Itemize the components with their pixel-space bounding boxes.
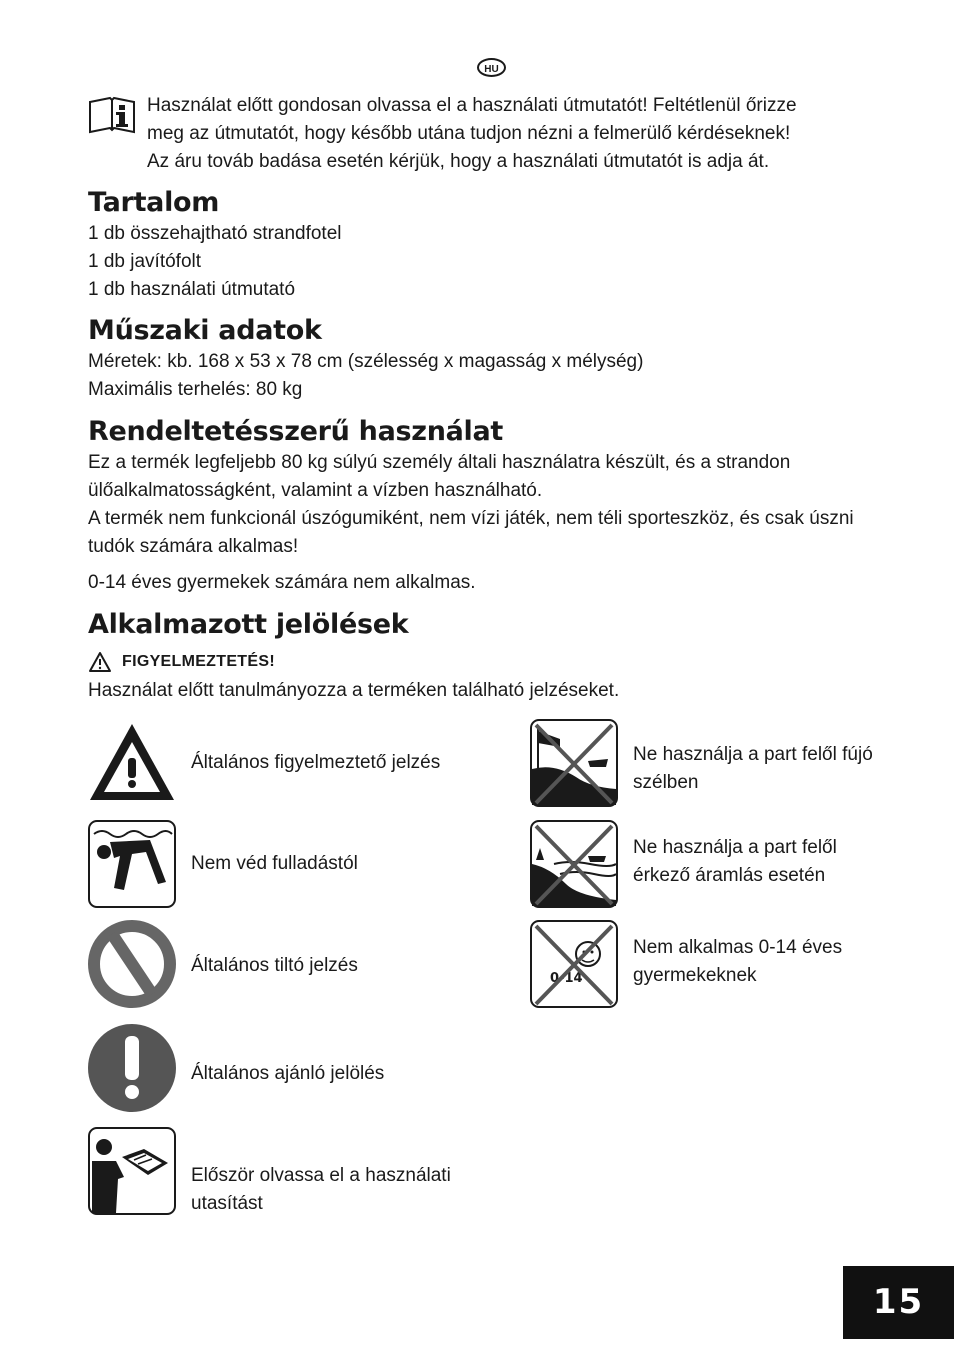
warning-label: FIGYELMEZTETÉS!	[122, 653, 275, 670]
contents-heading: Tartalom	[88, 187, 220, 218]
list-item: 1 db használati útmutató	[88, 279, 296, 300]
warning-text-line: Használat előtt tanulmányozza a terméken található jelzéseket.	[88, 680, 620, 701]
symbol-label: Általános ajánló jelölés	[191, 1063, 385, 1084]
symbol-label: Általános figyelmeztető jelzés	[191, 752, 441, 773]
no-drowning-protection-icon	[88, 820, 176, 908]
intended-use-line: ülőalkalmatosságként, valamint a vízben használható.	[88, 480, 543, 501]
intro-text	[147, 92, 867, 176]
read-manual-icon	[88, 1127, 176, 1215]
list-item: 1 db javítófolt	[88, 251, 202, 272]
intended-use-line: tudók számára alkalmas!	[88, 536, 299, 557]
intro-line: Használat előtt gondosan olvassa el a használati útmutatót! Feltétlenül őrizze	[147, 95, 797, 116]
intended-use-line: A termék nem funkcionál úszógumiként, nem vízi játék, nem téli sporteszköz, és csak úszni	[88, 508, 854, 529]
symbol-label: Nem véd fulladástól	[191, 853, 358, 874]
age-note	[88, 569, 908, 597]
general-mandatory-icon	[88, 1024, 176, 1112]
technical-line: Maximális terhelés: 80 kg	[88, 379, 303, 400]
intro-line: Az áru továb badása esetén kérjük, hogy a használati útmutatót is adja át.	[147, 151, 770, 172]
age-badge: 0-14	[550, 971, 583, 986]
language-badge: HU	[477, 58, 506, 77]
warning-text	[88, 677, 908, 705]
symbol-label: Ne használja a part felől fújó szélben	[633, 744, 873, 793]
symbol-label: Először olvassa el a használati utasítást	[191, 1165, 451, 1214]
list-item: 1 db összehajtható strandfotel	[88, 223, 342, 244]
technical-line: Méretek: kb. 168 x 53 x 78 cm (szélesség x magasság x mélység)	[88, 351, 644, 372]
technical-text	[88, 348, 908, 404]
warning-row	[88, 650, 275, 674]
intro-line: meg az útmutatót, hogy később utána tudjon nézni a felmerülő kérdéseknek!	[147, 123, 791, 144]
general-prohibition-icon	[88, 920, 176, 1008]
general-warning-icon	[88, 718, 176, 806]
symbol-label: Nem alkalmas 0-14 éves gyermekeknek	[633, 937, 843, 986]
not-for-children-icon	[530, 920, 618, 1008]
page-number: 15	[843, 1266, 954, 1339]
intended-use-heading: Rendeltetésszerű használat	[88, 416, 504, 447]
intended-use-line: Ez a termék legfeljebb 80 kg súlyú személy általi használatra készült, és a strandon	[88, 452, 791, 473]
info-book-icon	[88, 96, 136, 134]
intended-use-text	[88, 449, 908, 561]
symbol-label: Ne használja a part felől érkező áramlás esetén	[633, 837, 837, 886]
age-note-text: 0-14 éves gyermekek számára nem alkalmas.	[88, 572, 476, 593]
markings-heading: Alkalmazott jelölések	[88, 609, 409, 640]
no-offshore-current-icon	[530, 820, 618, 908]
no-offshore-wind-icon	[530, 719, 618, 807]
technical-heading: Műszaki adatok	[88, 315, 322, 346]
symbol-label: Általános tiltó jelzés	[191, 955, 358, 976]
warning-triangle-icon	[88, 651, 112, 673]
contents-list	[88, 220, 908, 304]
